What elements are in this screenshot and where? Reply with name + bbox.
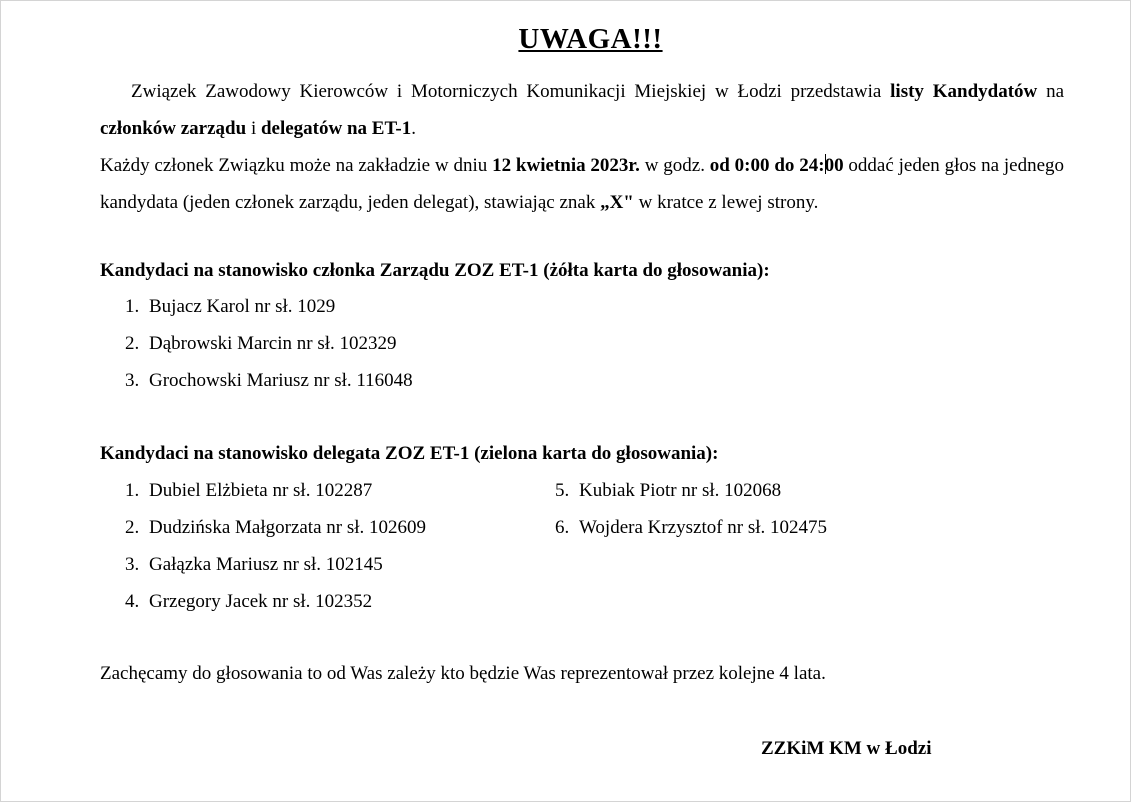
- delegate-candidates-heading: Kandydaci na stanowisko delegata ZOZ ET-1 (zielona karta do głosowania):: [100, 443, 719, 464]
- intro-text: [100, 73, 1064, 221]
- list-item: 2. Dąbrowski Marcin nr sł. 102329: [125, 333, 397, 354]
- intro-paragraph-2: Każdy członek Związku może na zakładzie w dniu 12 kwietnia 2023r. w godz. od 0:00 do 24:00 oddać jeden głos na jednego kandydata (jeden członek zarządu, jeden delegat), stawiając znak „X" w kratce z lewej strony.: [100, 155, 1064, 213]
- list-item: 1. Dubiel Elżbieta nr sł. 102287: [125, 480, 373, 501]
- closing-text: Zachęcamy do głosowania to od Was zależy kto będzie Was reprezentował przez kolejne 4 lata.: [100, 663, 826, 684]
- list-item: 1. Bujacz Karol nr sł. 1029: [125, 296, 336, 317]
- board-candidates-heading: Kandydaci na stanowisko członka Zarządu ZOZ ET-1 (żółta karta do głosowania):: [100, 260, 770, 281]
- list-item: 6. Wojdera Krzysztof nr sł. 102475: [555, 517, 828, 538]
- intro-paragraph-1: Związek Zawodowy Kierowców i Motorniczych Komunikacji Miejskiej w Łodzi przedstawia listy Kandydatów na członków zarządu i delegatów na ET-1.: [100, 81, 1065, 139]
- board-candidates-list: [125, 288, 413, 399]
- signature: ZZKiM KM w Łodzi: [761, 738, 932, 759]
- list-item: 5. Kubiak Piotr nr sł. 102068: [555, 480, 782, 501]
- delegate-candidates-list-right: [555, 472, 827, 546]
- delegate-candidates-list-left: [125, 472, 426, 620]
- list-item: 3. Gałązka Mariusz nr sł. 102145: [125, 554, 383, 575]
- page-title: UWAGA!!!: [518, 23, 663, 55]
- list-item: 4. Grzegory Jacek nr sł. 102352: [125, 591, 373, 612]
- list-item: 3. Grochowski Mariusz nr sł. 116048: [125, 370, 413, 391]
- list-item: 2. Dudzińska Małgorzata nr sł. 102609: [125, 517, 427, 538]
